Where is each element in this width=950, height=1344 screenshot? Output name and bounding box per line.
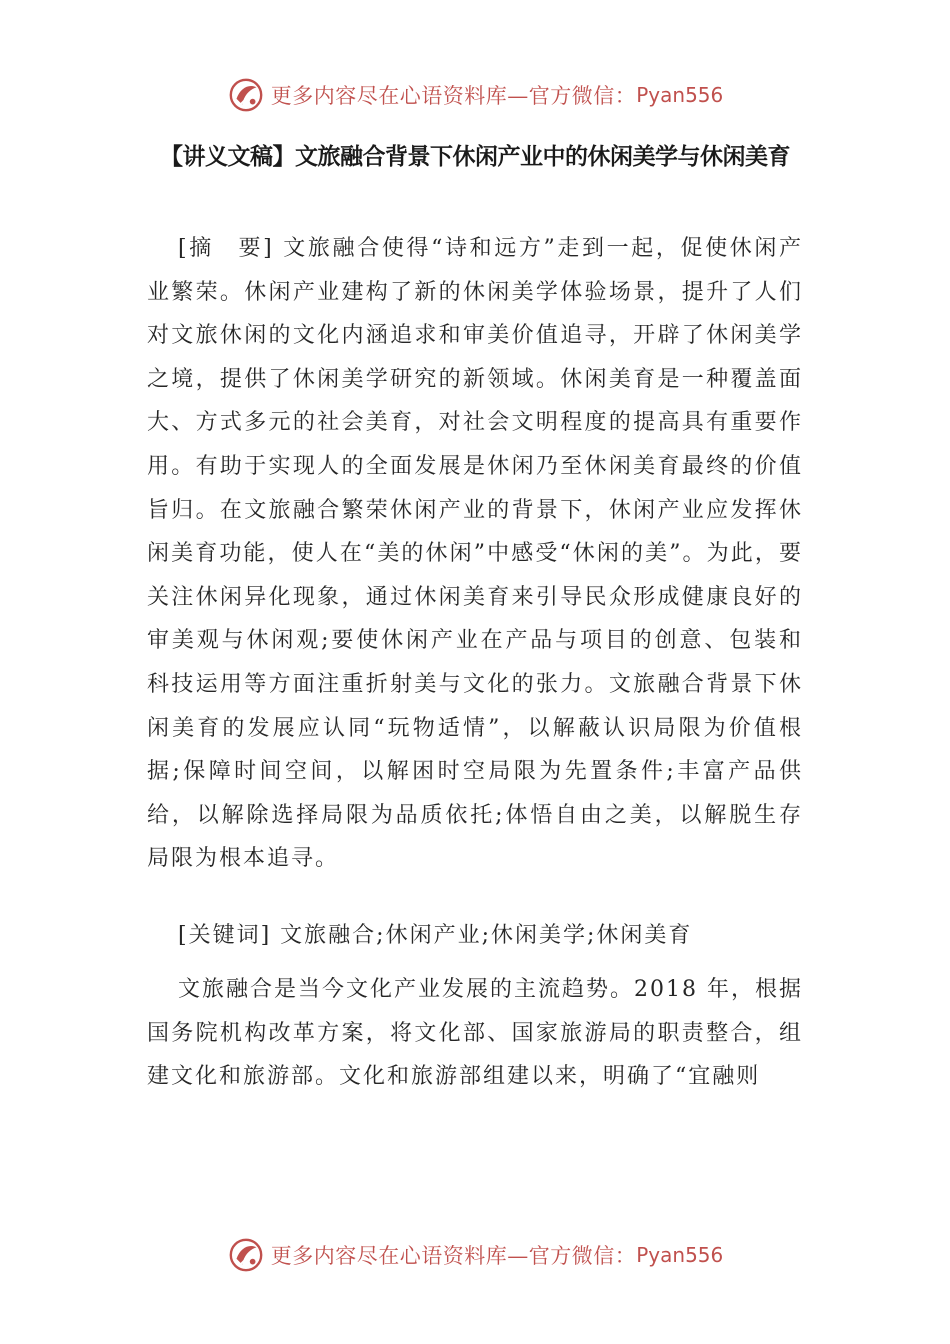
document-title: 【讲义文稿】文旅融合背景下休闲产业中的休闲美学与休闲美育 [160,144,790,170]
banner-wechat-id: Pyan556 [636,1243,724,1267]
banner-wechat-id: Pyan556 [636,83,724,107]
footer-watermark-banner [0,1232,950,1278]
header-watermark-banner [0,72,950,118]
logo-icon [227,1236,265,1274]
abstract-paragraph: [摘 要] 文旅融合使得“诗和远方”走到一起，促使休闲产业繁荣。休闲产业建构了新的休闲美学体验场景，提升了人们对文旅休闲的文化内涵追求和审美价值追寻，开辟了休闲美学之境，提供了休闲美学研究的新领域。休闲美育是一种覆盖面大、方式多元的社会美育，对社会文明程度的提高具有重要作用。有助于实现人的全面发展是休闲乃至休闲美育最终的价值旨归。在文旅融合繁荣休闲产业的背景下，休闲产业应发挥休闲美育功能，使人在“美的休闲”中感受“休闲的美”。为此，要关注休闲异化现象，通过休闲美育来引导民众形成健康良好的审美观与休闲观;要使休闲产业在产品与项目的创意、包装和科技运用等方面注重折射美与文化的张力。文旅融合背景下休闲美育的发展应认同“玩物适情”，以解蔽认识局限为价值根据;保障时间空间，以解困时空局限为先置条件;丰富产品供给，以解除选择局限为品质依托;体悟自由之美，以解脱生存局限为根本追寻。 [147,236,803,872]
banner-text: 更多内容尽在心语资料库—官方微信： [270,84,637,108]
logo-icon [227,76,265,114]
banner-text: 更多内容尽在心语资料库—官方微信： [270,1244,637,1268]
intro-paragraph: 文旅融合是当今文化产业发展的主流趋势。2018 年，根据国务院机构改革方案，将文化部、国家旅游局的职责整合，组建文化和旅游部。文化和旅游部组建以来，明确了“宜融则 [147,977,803,1090]
keywords-paragraph: [关键词] 文旅融合;休闲产业;休闲美学;休闲美育 [178,923,693,948]
